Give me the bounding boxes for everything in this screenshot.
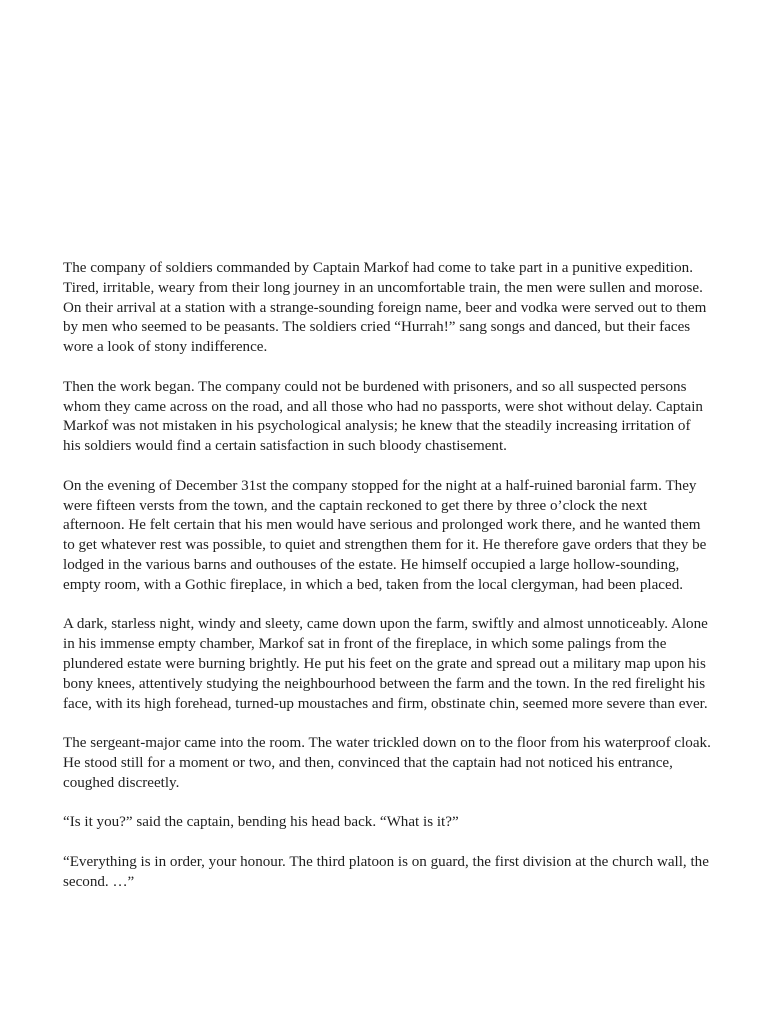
- document-body: [63, 259, 711, 893]
- paragraph: Then the work began. The company could not be burdened with prisoners, and so all suspected persons whom they came across on the road, and all those who had no passports, were shot without delay. Captain Markof was not mistaken in his psychological analysis; he knew that the steadily increasing irritation of his soldiers would find a certain satisfaction in such bloody chastisement.: [63, 378, 703, 455]
- paragraph: The company of soldiers commanded by Captain Markof had come to take part in a punitive expedition. Tired, irritable, weary from their long journey in an uncomfortable train, the men were sullen and morose. On their arrival at a station with a strange-sounding foreign name, beer and vodka were served out to them by men who seemed to be peasants. The soldiers cried “Hurrah!” sang songs and danced, but their faces wore a look of stony indifference.: [63, 260, 707, 356]
- paragraph: The sergeant-major came into the room. The water trickled down on to the floor from his waterproof cloak. He stood still for a moment or two, and then, convinced that the captain had not noticed his entrance, coughed discreetly.: [63, 735, 711, 791]
- paragraph: On the evening of December 31st the company stopped for the night at a half-ruined baronial farm. They were fifteen versts from the town, and the captain reckoned to get there by three o’clock the next afternoon. He felt certain that his men would have serious and prolonged work there, and he wanted them to get whatever rest was possible, to quiet and strengthen them for it. He therefore gave orders that they be lodged in the various barns and outhouses of the estate. He himself occupied a large hollow-sounding, empty room, with a Gothic fireplace, in which a bed, taken from the local clergyman, had been placed.: [63, 477, 707, 593]
- paragraph: “Everything is in order, your honour. The third platoon is on guard, the first division at the church wall, the second. …”: [63, 853, 709, 890]
- paragraph: “Is it you?” said the captain, bending his head back. “What is it?”: [63, 814, 459, 831]
- paragraph: A dark, starless night, windy and sleety, came down upon the farm, swiftly and almost unnoticeably. Alone in his immense empty chamber, Markof sat in front of the fireplace, in which some palings from the plundered estate were burning brightly. He put his feet on the grate and spread out a military map upon his bony knees, attentively studying the neighbourhood between the farm and the town. In the red firelight his face, with its high forehead, turned-up moustaches and firm, obstinate chin, seemed more severe than ever.: [63, 616, 708, 712]
